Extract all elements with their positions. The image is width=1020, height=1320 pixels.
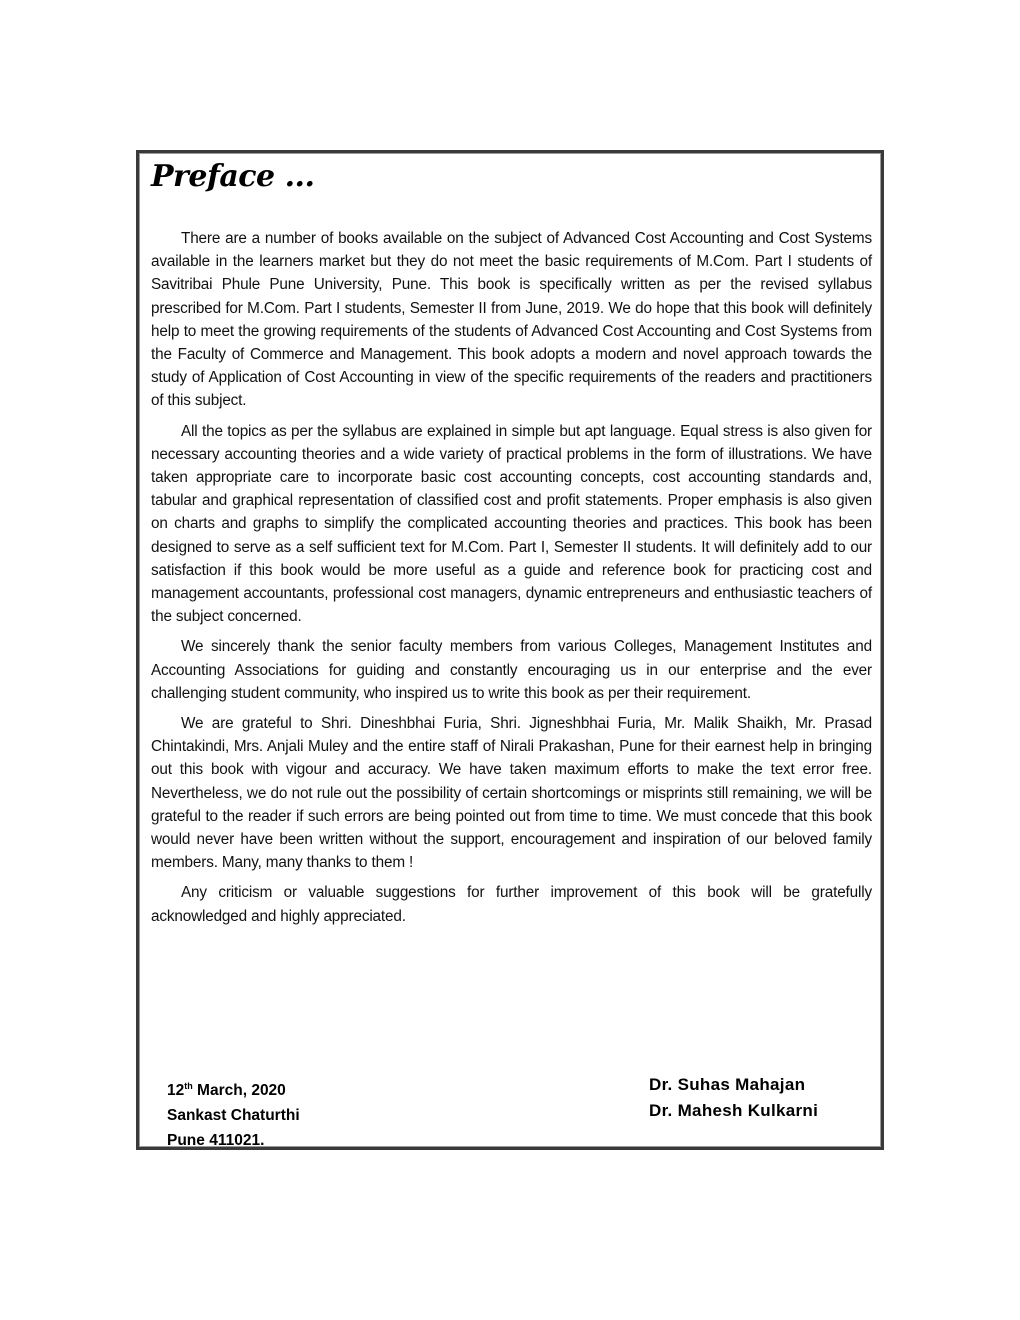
author-name: Dr. Suhas Mahajan — [649, 1075, 806, 1094]
paragraph: There are a number of books available on the subject of Advanced Cost Accounting and Cost Systems available in the learners market but they do not meet the basic requirements of M.Com. Part I students of Savitribai Phule Pune University, Pune. This book is specifically written as per the revised syllabus prescribed for M.Com. Part I students, Semester II from June, 2019. We do hope that this book will definitely help to meet the growing requirements of the students of Advanced Cost Accounting and Cost Systems from the Faculty of Commerce and Management. This book adopts a modern and novel approach towards the study of Application of Cost Accounting in view of the specific requirements of the readers and practitioners of this subject. — [151, 230, 872, 410]
date — [167, 1074, 300, 1103]
authors-block — [649, 1072, 818, 1124]
paragraph: We sincerely thank the senior faculty members from various Colleges, Management Institutes and Accounting Associations for guiding and constantly encouraging us in our enterprise and the ever challenging student community, who inspired us to write this book as per their requirement. — [151, 638, 872, 702]
paragraph: Any criticism or valuable suggestions for further improvement of this book will be gratefully acknowledged and highly appreciated. — [151, 884, 872, 925]
date-day: 12 — [167, 1082, 185, 1100]
paragraph: We are grateful to Shri. Dineshbhai Furia, Shri. Jigneshbhai Furia, Mr. Malik Shaikh, Mr. Prasad Chintakindi, Mrs. Anjali Muley and the entire staff of Nirali Prakashan, Pune for their earnest help in bringing out this book with vigour and accuracy. We have taken maximum efforts to make the text error free. Nevertheless, we do not rule out the possibility of certain shortcomings or misprints still remaining, we will be grateful to the reader if such errors are being pointed out from time to time. We must concede that this book would never have been written without the support, encouragement and inspiration of our beloved family members. Many, many thanks to them ! — [151, 715, 872, 872]
preface-frame — [136, 150, 884, 1150]
date-place-block — [167, 1074, 300, 1153]
date-rest: March, 2020 — [192, 1082, 286, 1100]
date-suffix: th — [184, 1081, 193, 1091]
paragraph: All the topics as per the syllabus are explained in simple but apt language. Equal stress is also given for necessary accounting theories and a wide variety of practical problems in the form of illustrations. We have taken appropriate care to incorporate basic cost accounting concepts, cost accounting standards and, tabular and graphical representation of classified cost and profit statements. Proper emphasis is also given on charts and graphs to simplify the complicated accounting theories and practices. This book has been designed to serve as a self sufficient text for M.Com. Part I, Semester II students. It will definitely add to our satisfaction if this book would be more useful as a guide and reference book for practicing cost and management accountants, professional cost managers, dynamic entrepreneurs and enthusiastic teachers of the subject concerned. — [151, 422, 872, 626]
preface-body — [151, 227, 872, 935]
place: Pune 411021. — [167, 1132, 265, 1150]
occasion: Sankast Chaturthi — [167, 1107, 300, 1125]
author-name: Dr. Mahesh Kulkarni — [649, 1101, 819, 1120]
page-title: Preface ... — [151, 159, 315, 194]
